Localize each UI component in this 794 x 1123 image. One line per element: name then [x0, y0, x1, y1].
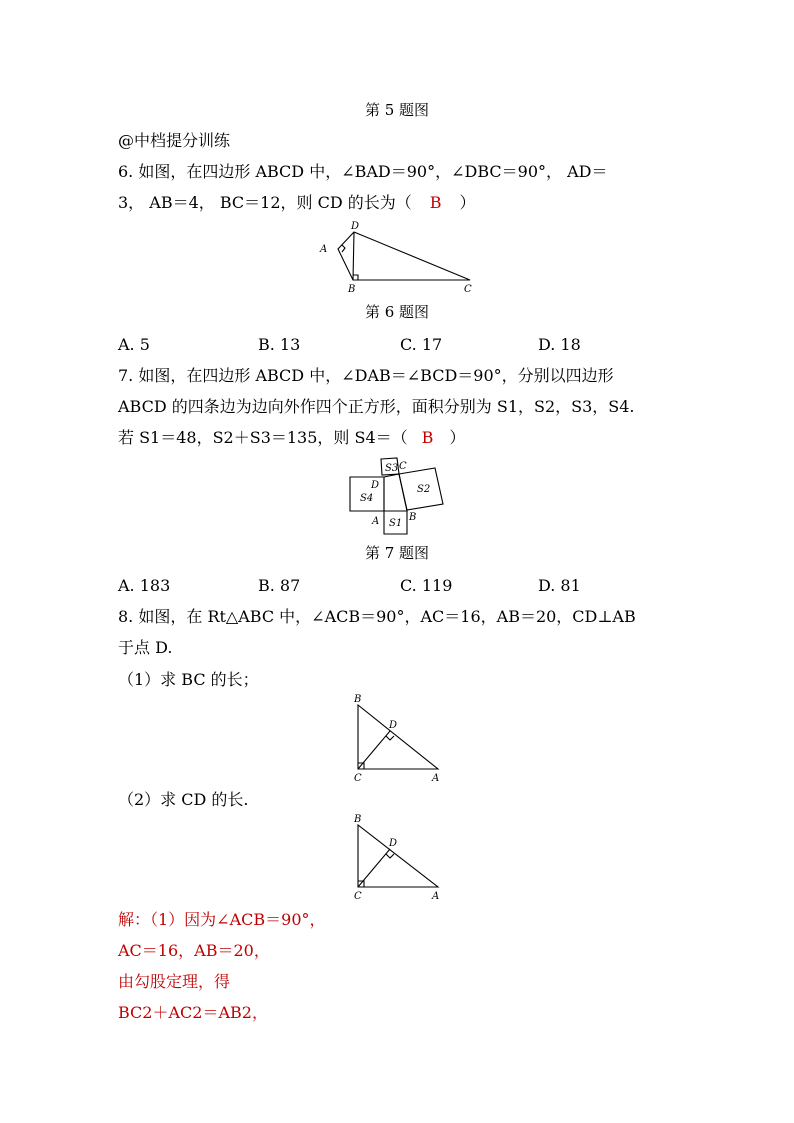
q7-label-s1: S1 [389, 518, 403, 529]
section-title: @中档提分训练 [118, 131, 231, 150]
q8-fig2-triangle [358, 825, 438, 887]
q6-right-angle-a [342, 245, 345, 252]
q8-fig2-label-c: C [354, 891, 362, 902]
q8-part1: （1）求 BC 的长； [118, 670, 259, 689]
q8-fig2-label-a: A [432, 891, 440, 902]
q8-fig1-triangle [358, 705, 438, 769]
q8-fig2-label-d: D [389, 838, 398, 849]
q7-option-d: D. 81 [538, 576, 581, 595]
q7-stem-line1: 7. 如图，在四边形 ABCD 中，∠DAB＝∠BCD＝90°，分别以四边形 [118, 366, 614, 385]
solution-line4: BC2＋AC2＝AB2， [118, 1003, 268, 1022]
q6-label-a: A [320, 244, 328, 255]
q7-stem-line3-text: 若 S1＝48，S2＋S3＝135，则 S4＝（ [118, 428, 408, 447]
q6-option-b: B. 13 [258, 335, 301, 354]
q6-quadrilateral [338, 232, 470, 280]
q8-fig2-label-b: B [354, 814, 362, 825]
q7-stem-line3-close: ） [449, 428, 466, 447]
q7-option-b: B. 87 [258, 576, 301, 595]
q7-stem-line3 [118, 428, 465, 448]
q6-label-c: C [464, 284, 472, 295]
q6-stem-line2 [118, 193, 476, 213]
q8-stem-line2: 于点 D. [118, 638, 173, 657]
q7-figure [347, 455, 447, 535]
q7-label-d: D [371, 480, 380, 491]
q8-fig1-label-d: D [389, 720, 398, 731]
q7-option-c: C. 119 [400, 576, 453, 595]
q7-label-s2: S2 [417, 484, 431, 495]
q8-fig1-right-angle-d [386, 736, 394, 740]
q6-stem-line1: 6. 如图，在四边形 ABCD 中，∠BAD＝90°，∠DBC＝90°， AD＝ [118, 162, 608, 181]
q6-diagonal-bd [353, 232, 354, 280]
q8-figure-1 [348, 693, 448, 783]
solution-line2: AC＝16，AB＝20， [118, 941, 270, 960]
q6-label-d: D [351, 221, 360, 232]
q6-option-d: D. 18 [538, 335, 581, 354]
q7-stem-line2: ABCD 的四条边为边向外作四个正方形，面积分别为 S1，S2，S3，S4. [118, 397, 635, 416]
q7-label-c: C [399, 461, 407, 472]
q6-figure [315, 218, 480, 298]
q7-option-a: A. 183 [118, 576, 171, 595]
q8-part2: （2）求 CD 的长. [118, 790, 249, 809]
q8-fig1-label-b: B [354, 694, 362, 705]
q8-fig1-label-a: A [432, 773, 440, 784]
q6-stem-line2-close: ） [459, 193, 476, 212]
figure-6-caption: 第 6 题图 [364, 303, 430, 321]
q6-label-b: B [348, 284, 356, 295]
q8-stem-line1: 8. 如图，在 Rt△ABC 中，∠ACB＝90°，AC＝16，AB＝20，CD⊥AB [118, 607, 636, 626]
q8-fig2-right-angle-d [386, 854, 394, 858]
q6-stem-line2-text: 3， AB＝4， BC＝12，则 CD 的长为（ [118, 193, 412, 212]
q7-label-a: A [372, 516, 380, 527]
q8-figure-2 [348, 813, 448, 903]
q6-option-a: A. 5 [118, 335, 150, 354]
solution-line1: 解：（1）因为∠ACB＝90°， [118, 910, 326, 929]
q6-right-angle-b [353, 275, 358, 280]
q7-quadrilateral [384, 474, 407, 511]
q7-label-s4: S4 [360, 493, 374, 504]
q8-fig1-label-c: C [354, 773, 362, 784]
q6-option-c: C. 17 [400, 335, 443, 354]
q6-answer: B [429, 193, 442, 212]
solution-line3: 由勾股定理，得 [118, 972, 231, 991]
q7-label-b: B [409, 512, 417, 523]
q7-label-s3: S3 [385, 463, 399, 474]
figure-7-caption: 第 7 题图 [364, 544, 430, 562]
figure-5-caption: 第 5 题图 [364, 101, 430, 119]
q7-answer: B [421, 428, 434, 447]
